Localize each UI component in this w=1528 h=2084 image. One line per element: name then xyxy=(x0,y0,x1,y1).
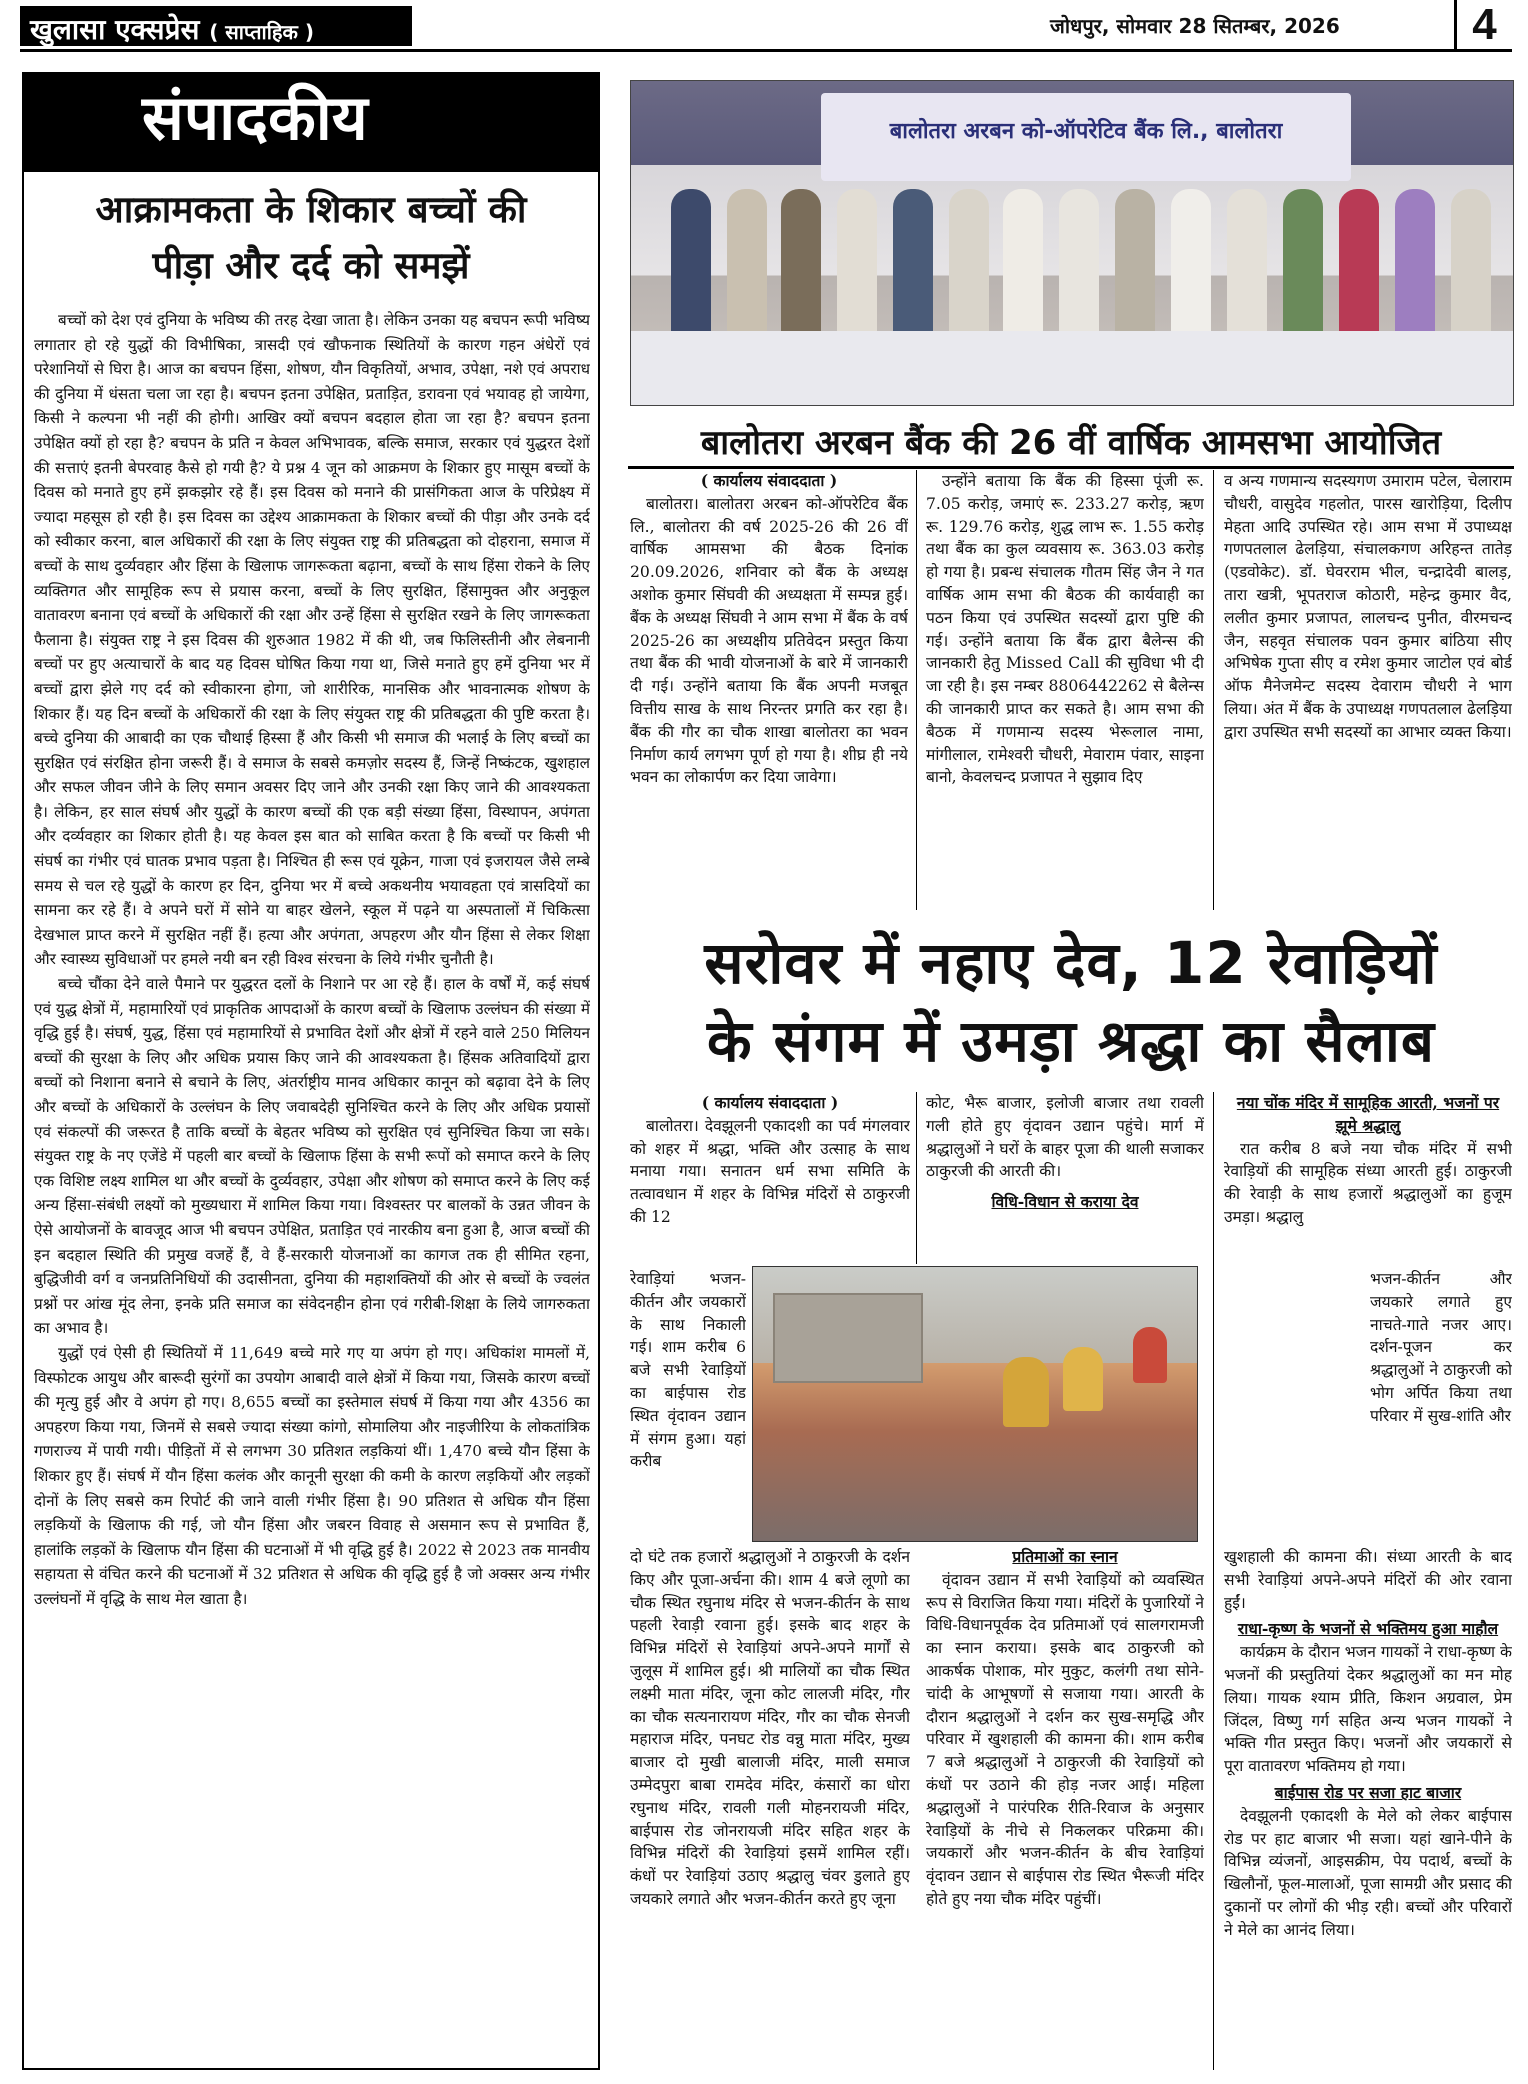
palanquin xyxy=(1063,1347,1103,1411)
palanquin xyxy=(1133,1327,1167,1383)
building-structure xyxy=(773,1293,923,1383)
fair-article-col1-bottom xyxy=(630,1546,910,2070)
column-rule xyxy=(916,1092,917,1264)
fair-byline: ( कार्यालय संवाददाता ) xyxy=(701,1093,839,1112)
fair-paragraph: खुशहाली की कामना की। संध्या आरती के बाद सभी रेवाड़ियां अपने-अपने मंदिरों की ओर रवाना हुईं। xyxy=(1224,1548,1512,1612)
fair-article-col2-bottom xyxy=(926,1546,1204,2070)
fair-paragraph: दो घंटे तक हजारों श्रद्धालुओं ने ठाकुरजी के दर्शन किए और पूजा-अर्चना की। शाम 4 बजे लूणो का चौक स्थित रघुनाथ मंदिर से भजन-कीर्तन के साथ पहली रेवाड़ी रवाना हुई। इसके बाद शहर के विभिन्न मंदिरों से रेवाड़ियां अपने-अपने मार्गों से जुलूस में शामिल हुई। श्री मालियों का चौक स्थित लक्ष्मी माता मंदिर, जूना कोट लालजी मंदिर, गौर का चौक सत्यनारायण मंदिर, गौर का चौक सेनजी महाराज मंदिर, पनघट रोड वन्नु माता मंदिर, मुख्य बाजार दो मुखी बालाजी मंदिर, माली समाज उम्मेदपुरा बाबा रामदेव मंदिर, कंसारों का धोरा रघुनाथ मंदिर, रावली गली मोहनरायजी मंदिर, बाईपास रोड जोनरायजी मंदिर सहित शहर के विभिन्न मंदिरों की रेवाड़ियां इसमें शामिल रहीं। कंधों पर रेवाड़ियां उठाए श्रद्धालु चंवर डुलाते हुए जयकारे लगाते और भजन-कीर्तन करते हुए जूना xyxy=(630,1548,910,1908)
fair-paragraph: भजन-कीर्तन और जयकारे लगाते हुए नाचते-गाते नजर आए। दर्शन-पूजन कर श्रद्धालुओं ने ठाकुरजी को भोग अर्पित किया तथा परिवार में सुख-शांति और xyxy=(1370,1270,1512,1425)
editorial-banner: संपादकीय xyxy=(24,74,598,172)
fair-paragraph: रेवाड़ियां भजन-कीर्तन और जयकारों के साथ निकाली गई। शाम करीब 6 बजे सभी रेवाड़ियों का बाईपास रोड स्थित वृंदावन उद्यान में संगम हुआ। यहां करीब xyxy=(630,1270,746,1471)
bank-headline: बालोतरा अरबन बैंक की 26 वीं वार्षिक आमसभा आयोजित xyxy=(628,418,1514,469)
fair-article-col3-top xyxy=(1224,1092,1512,1266)
bank-paragraph: व अन्य गणमान्य सदस्यगण उमाराम पटेल, चेलाराम चौधरी, वासुदेव गहलोत, पारस खारोड़िया, दिलीप मेहता आदि उपस्थित रहे। आम सभा में उपाध्यक्ष गणपतलाल ढेलड़िया, संचालकगण अरिहन्त तातेड़ (एडवोकेट). डॉ. घेवरराम भील, चन्द्रादेवी बालड़, तारा खत्री, भूपतराज कोठारी, महेन्द्र कुमार वैद, ललीत कुमार प्रजापत, लालचन्द पुनीत, वीरमचन्द जैन, सहवृत संचालक पवन कुमार बांठिया सीए अभिषेक गुप्ता सीए व रमेश कुमार जाटोल एवं बोर्ड ऑफ मैनेजमेन्ट सदस्य देवाराम चौधरी ने भाग लिया। अंत में बैंक के उपाध्यक्ष गणपतलाल ढेलड़िया द्वारा उपस्थित सभी सदस्यों का आभार व्यक्त किया। xyxy=(1224,472,1512,741)
palanquin xyxy=(1003,1357,1049,1427)
column-rule xyxy=(1213,1092,1214,2070)
editorial-headline-line2: पीड़ा और दर्द को समझें xyxy=(152,244,470,287)
page-header xyxy=(20,0,1512,52)
fair-paragraph: कोट, भैरू बाजार, इलोजी बाजार तथा रावली गली होते हुए वृंदावन उद्यान पहुंचे। मार्ग में श्रद्धालुओं ने घरों के बाहर पूजा की थाली सजाकर ठाकुरजी की आरती की। xyxy=(926,1094,1204,1181)
editorial-paragraph: युद्धों एवं ऐसी ही स्थितियों में 11,649 बच्चे मारे गए या अपंग हो गए। अधिकांश मामलों में, विस्फोटक आयुध और बारूदी सुरंगों का उपयोग आबादी वाले क्षेत्रों में किया गया, जिसके कारण बच्चों की मृत्यु हुई और वे अपंग हो गए। 8,655 बच्चों का इस्तेमाल संघर्ष में किया गया और 4356 का अपहरण किया गया, जिनमें से सबसे ज्यादा संख्या कांगो, सोमालिया और नाइजीरिया के लोकतांत्रिक गणराज्य में पायी गयी। पीड़ितों में से लगभग 30 प्रतिशत लड़कियां थीं। 1,470 बच्चे यौन हिंसा के शिकार हुए हैं। संघर्ष में यौन हिंसा कलंक और कानूनी सुरक्षा की कमी के कारण लड़कियों और लड़कों दोनों के लिए सबसे कम रिपोर्ट की जाने वाली गंभीर हिंसा है। 90 प्रतिशत से अधिक यौन हिंसा लड़कियों के खिलाफ की गई, जो यौन हिंसा और जबरन विवाह से असमान रूप से प्रभावित हैं, हालांकि लड़कों के खिलाफ यौन हिंसा की घटनाओं में भी वृद्धि हुई है। 2022 से 2023 तक मानवीय सहायता से वंचित करने की घटनाओं में 32 प्रतिशत से अधिक की वृद्धि हुई है जो अक्सर अन्य गंभीर उल्लंघनों में वृद्धि के साथ मेल खाता है। xyxy=(34,1343,590,1608)
editorial-column xyxy=(22,72,600,2070)
fair-article-col2-top xyxy=(926,1092,1204,1264)
subhead-snan: प्रतिमाओं का स्नान xyxy=(1012,1547,1118,1566)
fair-headline-line2: के संगम में उमड़ा श्रद्धा का सैलाब xyxy=(706,1007,1436,1075)
bank-article-col3 xyxy=(1224,470,1512,910)
subhead-radha: राधा-कृष्ण के भजनों से भक्तिमय हुआ माहौल xyxy=(1237,1619,1499,1639)
fair-paragraph: रात करीब 8 बजे नया चौक मंदिर में सभी रेवाड़ियों की सामूहिक संध्या आरती हुई। ठाकुरजी की रेवाड़ी के साथ हजारों श्रद्धालुओं का हुजूम उमड़ा। श्रद्धालु xyxy=(1224,1139,1512,1226)
masthead xyxy=(20,6,412,46)
bank-article-col1 xyxy=(630,470,908,910)
editorial-body xyxy=(34,308,590,2062)
fair-headline-line1: सरोवर में नहाए देव, 12 रेवाड़ियों xyxy=(704,929,1438,997)
editorial-paragraph: बच्चे चौंका देने वाले पैमाने पर युद्धरत दलों के निशाने पर आ रहे हैं। हाल के वर्षों में, कई संघर्ष एवं युद्ध क्षेत्रों में, महामारियों एवं प्राकृतिक आपदाओं के कारण बच्चों के खिलाफ उल्लंघन की संख्या में वृद्धि हुई है। संघर्ष, युद्ध, हिंसा एवं महामारियों से प्रभावित देशों और क्षेत्रों में रहने वाले 250 मिलियन बच्चों की सुरक्षा के लिए और अधिक प्रयास किए जाने की आवश्यकता है। हिंसक अतिवादियों द्वारा बच्चों को निशाना बनाने से बचाने के लिए, अंतर्राष्ट्रीय मानव अधिकार कानून को बढ़ावा देने के लिए और बच्चों के अधिकारों के उल्लंघन के लिए जवाबदेही सुनिश्चित करने के लिए और अधिक प्रयासों एवं संकल्पों की जरूरत है ताकि बच्चों के बेहतर भविष्य को सुरक्षित एवं सुनिश्चित किया जा सके। संयुक्त राष्ट्र के नए एजेंडे में पहली बार बच्चों के खिलाफ हिंसा के सभी रूपों को समाप्त करने के लिए एक विशिष्ट लक्ष्य शामिल था और बच्चों के दुर्व्यवहार, उपेक्षा और शोषण को समाप्त करने के लिए कई अन्य हिंसा-संबंधी लक्ष्यों को मुख्यधारा में शामिल किया गया। विश्वस्तर पर बालकों के उन्नत जीवन के ऐसे आयोजनों के बावजूद आज भी बचपन उपेक्षित, प्रताड़ित एवं नारकीय बना हुआ है, आज बच्चों की इन बदहाल स्थिति की प्रमुख वजहें हैं, वे हैं-सरकारी योजनाओं का कागज तक ही सीमित रहना, बुद्धिजीवी वर्ग व जनप्रतिनिधियों की उदासीनता, दुनिया की महाशक्तियों की ओर से बच्चों के ज्वलंत प्रश्नों पर आंख मूंद लेना, इनके प्रति समाज का संवेदनहीन होना एवं गरीबी-शिक्षा के लिये जागरुकता का अभाव है। xyxy=(34,975,590,1338)
fair-paragraph: बालोतरा। देवझूलनी एकादशी का पर्व मंगलवार को शहर में श्रद्धा, भक्ति और उत्साह के साथ मनाया गया। सनातन धर्म सभा समिति के तत्वावधान में शहर के विभिन्न मंदिरों से ठाकुरजी की 12 xyxy=(630,1116,910,1226)
editorial-headline xyxy=(24,182,598,294)
dateline: जोधपुर, सोमवार 28 सितम्बर, 2026 xyxy=(1050,14,1340,38)
bank-meeting-photo xyxy=(630,80,1514,406)
procession-photo xyxy=(752,1266,1198,1542)
bank-paragraph: बालोतरा। बालोतरा अरबन को-ऑपरेटिव बैंक लि., बालोतरा की वर्ष 2025-26 की 26 वीं वार्षिक आमसभा की बैठक दिनांक 20.09.2026, शनिवार को बैंक के अध्यक्ष अशोक कुमार सिंघवी की अध्यक्षता में सम्पन्न हुई। बैंक के अध्यक्ष सिंघवी ने आम सभा में बैंक के वर्ष 2025-26 का अध्यक्षीय प्रतिवेदन प्रस्तुत किया तथा बैंक की भावी योजनाओं के बारे में जानकारी दी गई। उन्होंने बताया कि बैंक अपनी मजबूत वित्तीय साख के साथ निरन्तर प्रगति कर रहा है। बैंक की गौर का चौक शाखा बालोतरा का भवन निर्माण कार्य लगभग पूर्ण हो गया है। शीघ्र ही नये भवन का लोकार्पण कर दिया जावेगा। xyxy=(630,494,908,787)
fair-paragraph: देवझूलनी एकादशी के मेले को लेकर बाईपास रोड पर हाट बाजार भी सजा। यहां खाने-पीने के विभिन्न व्यंजनों, आइसक्रीम, पेय पदार्थ, बच्चों के खिलौनों, फूल-मालाओं, पूजा सामग्री और प्रसाद की दुकानों पर लोगों की भीड़ रही। बच्चों और परिवारों ने मेले का आनंद लिया। xyxy=(1224,1806,1512,1939)
bank-stage-banner: बालोतरा अरबन को-ऑपरेटिव बैंक लि., बालोतरा xyxy=(821,93,1351,181)
column-rule xyxy=(916,470,917,910)
editorial-headline-line1: आक्रामकता के शिकार बच्चों की xyxy=(95,188,527,231)
fair-article-col3-narrow xyxy=(1370,1268,1512,1544)
subhead-vidhi: विधि-विधान से कराया देव xyxy=(991,1192,1139,1212)
edition-label: ( साप्ताहिक ) xyxy=(209,20,314,44)
bank-paragraph: उन्होंने बताया कि बैंक की हिस्सा पूंजी रू. 7.05 करोड़, जमाएं रू. 233.27 करोड़, ऋण रू. 129.76 करोड़, शुद्ध लाभ रू. 1.55 करोड़ तथा बैंक का कुल व्यवसाय रू. 363.03 करोड़ हो गया है। प्रबन्ध संचालक गौतम सिंह जैन ने गत वार्षिक आम सभा की बैठक की कार्यवाही का पठन किया एवं उपस्थित सदस्यों द्वारा पुष्टि की गई। उन्होंने बताया कि बैंक द्वारा बैलेन्स की जानकारी हेतु Missed Call की सुविधा भी दी जा रही है। इस नम्बर 8806442262 से बैलेन्स की जानकारी प्राप्त कर सकते है। आम सभा की बैठक में गणमान्य सदस्य भेरूलाल नामा, मांगीलाल, रामेश्वरी चौधरी, मेवाराम पंवार, साइना बानो, केवलचन्द प्रजापत ने सुझाव दिए xyxy=(926,472,1204,787)
subhead-bazaar: बाईपास रोड पर सजा हाट बाजार xyxy=(1274,1782,1462,1802)
page-number: 4 xyxy=(1454,0,1512,52)
subhead-aarti: नया चोंक मंदिर में सामूहिक आरती, भजनों पर झूमे श्रद्धालु xyxy=(1236,1093,1500,1135)
fair-article-col1-narrow xyxy=(630,1268,746,1544)
fair-article-col3-bottom xyxy=(1224,1546,1512,2070)
fair-headline xyxy=(628,924,1514,1080)
fair-article-col1-top xyxy=(630,1092,910,1264)
fair-paragraph: वृंदावन उद्यान में सभी रेवाड़ियों को व्यवस्थित रूप से विराजित किया गया। मंदिरों के पुजारियों ने विधि-विधानपूर्वक देव प्रतिमाओं एवं सालगरामजी का स्नान कराया। इसके बाद ठाकुरजी को आकर्षक पोशाक, मोर मुकुट, कलंगी तथा सोने-चांदी के आभूषणों से सजाया गया। आरती के दौरान श्रद्धालुओं ने दर्शन कर सुख-समृद्धि और परिवार में खुशहाली की कामना की। शाम करीब 7 बजे श्रद्धालुओं ने ठाकुरजी की रेवाड़ियों को कंधों पर उठाने की होड़ नजर आई। महिला श्रद्धालुओं ने पारंपरिक रीति-रिवाज के अनुसार रेवाड़ियों के नीचे से निकलकर परिक्रमा की। जयकारों और भजन-कीर्तन के बीच रेवाड़ियां वृंदावन उद्यान से बाईपास रोड स्थित भैरूजी मंदिर होते हुए नया चौक मंदिर पहुंचीं। xyxy=(926,1570,1204,1908)
column-rule xyxy=(1213,470,1214,910)
bank-article-col2 xyxy=(926,470,1204,910)
bank-byline: ( कार्यालय संवाददाता ) xyxy=(700,471,838,490)
fair-paragraph: कार्यक्रम के दौरान भजन गायकों ने राधा-कृष्ण के भजनों की प्रस्तुतियां देकर श्रद्धालुओं का मन मोह लिया। गायक श्याम प्रीति, किशन अग्रवाल, प्रेम जिंदल, विष्णु गर्ग सहित अन्य भजन गायकों ने भक्ति गीत प्रस्तुत किए। भजनों और जयकारों से पूरा वातावरण भक्तिमय हो गया। xyxy=(1224,1643,1512,1776)
editorial-paragraph: बच्चों को देश एवं दुनिया के भविष्य की तरह देखा जाता है। लेकिन उनका यह बचपन रूपी भविष्य लगातार हो रहे युद्धों की विभीषिका, त्रासदी एवं खौफनाक स्थितियों के कारण गहन अंधेरों एवं परेशानियों से घिरा है। आज का बचपन हिंसा, शोषण, यौन विकृतियों, अभाव, उपेक्षा, नशे एवं अपराध की दुनिया में धंसता चला जा रहा है। बचपन इतना उपेक्षित, प्रताड़ित, डरावना एवं भयावह हो जायेगा, किसी ने कल्पना भी नहीं की होगी। आखिर क्यों बचपन बदहाल होता जा रहा है? बचपन इतना उपेक्षित क्यों हो रहा है? बचपन के प्रति न केवल अभिभावक, बल्कि समाज, सरकार एवं युद्धरत देशों की सत्ताएं इतनी बेपरवाह कैसे हो गयी है? ये प्रश्न 4 जून को आक्रमण के शिकार हुए मासूम बच्चों के दिवस को मनाते हुए हमें झकझोर रहे हैं। इस दिवस को मनाने की प्रासंगिकता आज के परिप्रेक्ष्य में ज्यादा महसूस हो रही है। इस दिवस का उद्देश्य आक्रामकता के शिकार बच्चों की पीड़ा और उनके दर्द को स्वीकार करना, बाल अधिकारों की रक्षा के लिए संयुक्त राष्ट्र की प्रतिबद्धता को दोहराना, समाज में बच्चों के साथ दुर्व्यवहार और हिंसा के खिलाफ जागरूकता बढ़ाना, बच्चों के साथ हिंसा रोकने के लिए व्यक्तिगत और सामूहिक रूप से प्रयास करना, बच्चों के लिए सुरक्षित, हिंसामुक्त और अनुकूल वातावरण बनाना एवं बच्चों के अधिकारों की रक्षा और उन्हें हिंसा से सुरक्षित रखने के लिए जागरूकता फैलाना है। संयुक्त राष्ट्र ने इस दिवस की शुरुआत 1982 में की थी, जब फिलिस्तीनी और लेबनानी बच्चों पर हुए अत्याचारों के बाद यह दिवस घोषित किया गया था, जिसे मनाते हुए हमें दुनिया भर में बच्चों द्वारा झेले गए दर्द को स्वीकारना होगा, जो शारीरिक, मानसिक और भावनात्मक शोषण के शिकार हैं। यह दिन बच्चों के अधिकारों की रक्षा के लिए संयुक्त राष्ट्र की प्रतिबद्धता की पुष्टि करता है। बच्चे दुनिया की आबादी का एक चौथाई हिस्सा हैं और किसी भी समाज की भलाई के लिए बच्चों का सुरक्षित एवं संरक्षित होना जरूरी हैं। वे समाज के सबसे कमज़ोर सदस्य हैं, जिन्हें निष्कंटक, खुशहाल और सफल जीवन जीने के लिए समान अवसर दिए जाने और उनकी रक्षा किए जाने की आवश्यकता है। लेकिन, हर साल संघर्ष और युद्धों के कारण बच्चों की एक बड़ी संख्या हिंसा, विस्थापन, अपंगता और दर्व्यवहार का शिकार होती है। यह केवल इस बात को साबित करता है कि बच्चों पर किसी भी संघर्ष का गंभीर एवं घातक प्रभाव पड़ता है। निश्चित ही रूस एवं यूक्रेन, गाजा एवं इजरायल जैसे लम्बे समय से चल रहे युद्धों के कारण हर दिन, दुनिया भर में बच्चे अकथनीय भयावहता एवं त्रासदियों का सामना कर रहे हैं। वे अपने घरों में सोने या बाहर खेलने, स्कूल में पढ़ने या अस्पतालों में चिकित्सा देखभाल प्राप्त करने में सुरक्षित नहीं हैं। हत्या और अपंगता, अपहरण और यौन हिंसा से लेकर शिक्षा और स्वास्थ्य सुविधाओं पर हमले नयी बन रही विश्व संरचना के लिये गंभीर चुनौती है। xyxy=(34,311,590,969)
stage-table xyxy=(631,331,1514,406)
masthead-title: खुलासा एक्सप्रेस xyxy=(30,13,200,46)
